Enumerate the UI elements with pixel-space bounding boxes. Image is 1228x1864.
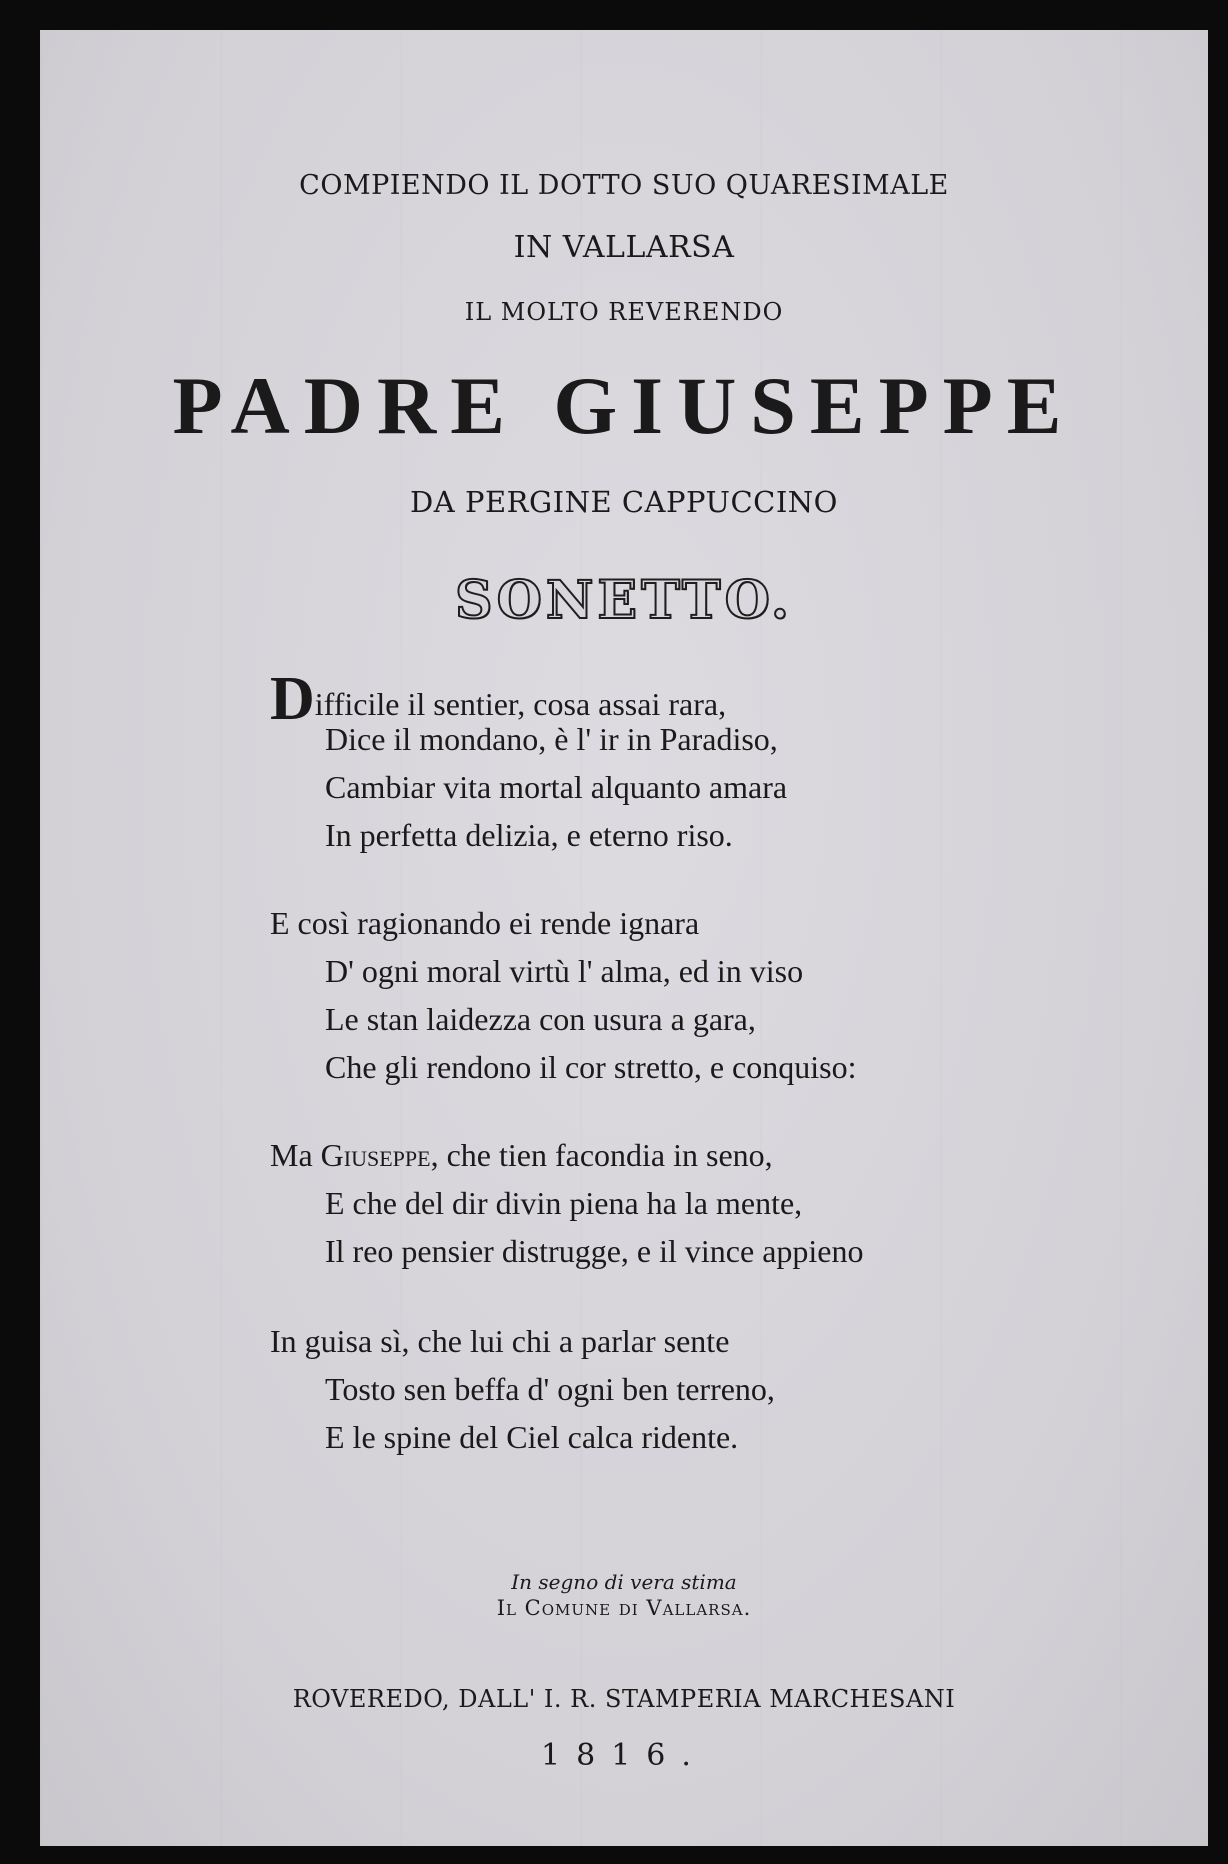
poem-line: Dice il mondano, è l' ir in Paradiso, <box>325 721 778 757</box>
poem-line <box>270 1139 773 1171</box>
poem-title: SONETTO. <box>455 570 793 631</box>
poem-line: E che del dir divin piena ha la mente, <box>325 1185 803 1221</box>
poem-line: Tosto sen beffa d' ogni ben terreno, <box>325 1371 775 1407</box>
honoree-name: PADRE GIUSEPPE <box>172 360 1076 451</box>
poem-line-text: Ma <box>270 1137 321 1173</box>
header-line-2: IN VALLARSA <box>513 230 735 265</box>
poem-line: E così ragionando ei rende ignara <box>270 905 700 941</box>
poem-line-text: ifficile il sentier, cosa assai rara, <box>314 686 727 722</box>
header-line-1: COMPIENDO IL DOTTO SUO QUARESIMALE <box>299 170 949 201</box>
poem-line: In guisa sì, che lui chi a parlar sente <box>270 1323 730 1359</box>
printer-imprint: ROVEREDO, DALL' I. R. STAMPERIA MARCHESANI <box>292 1685 956 1713</box>
publication-year: 1816. <box>541 1738 707 1773</box>
poem-line: Il reo pensier distrugge, e il vince appieno <box>325 1233 864 1269</box>
broadside-sheet <box>40 30 1208 1846</box>
drop-cap: D <box>270 665 315 733</box>
poem-name-giuseppe: Giuseppe <box>320 1137 431 1173</box>
poem-line: E le spine del Ciel calca ridente. <box>325 1419 739 1455</box>
poem-line: Le stan laidezza con usura a gara, <box>325 1001 756 1037</box>
poem-line: D' ogni moral virtù l' alma, ed in viso <box>325 953 804 989</box>
poem-line: In perfetta delizia, e eterno riso. <box>325 817 733 853</box>
poem-line <box>270 665 727 733</box>
poem-line: Che gli rendono il cor stretto, e conquiso: <box>325 1049 857 1085</box>
poem-line-text: , che tien facondia in seno, <box>430 1137 773 1173</box>
header-line-3: IL MOLTO REVERENDO <box>464 298 784 326</box>
poem-line: Cambiar vita mortal alquanto amara <box>325 769 788 805</box>
header-line-4: DA PERGINE CAPPUCCINO <box>410 485 838 519</box>
dedication-signature: Il Comune di Vallarsa. <box>496 1596 752 1620</box>
dedication-text: In segno di vera stima <box>511 1570 737 1594</box>
